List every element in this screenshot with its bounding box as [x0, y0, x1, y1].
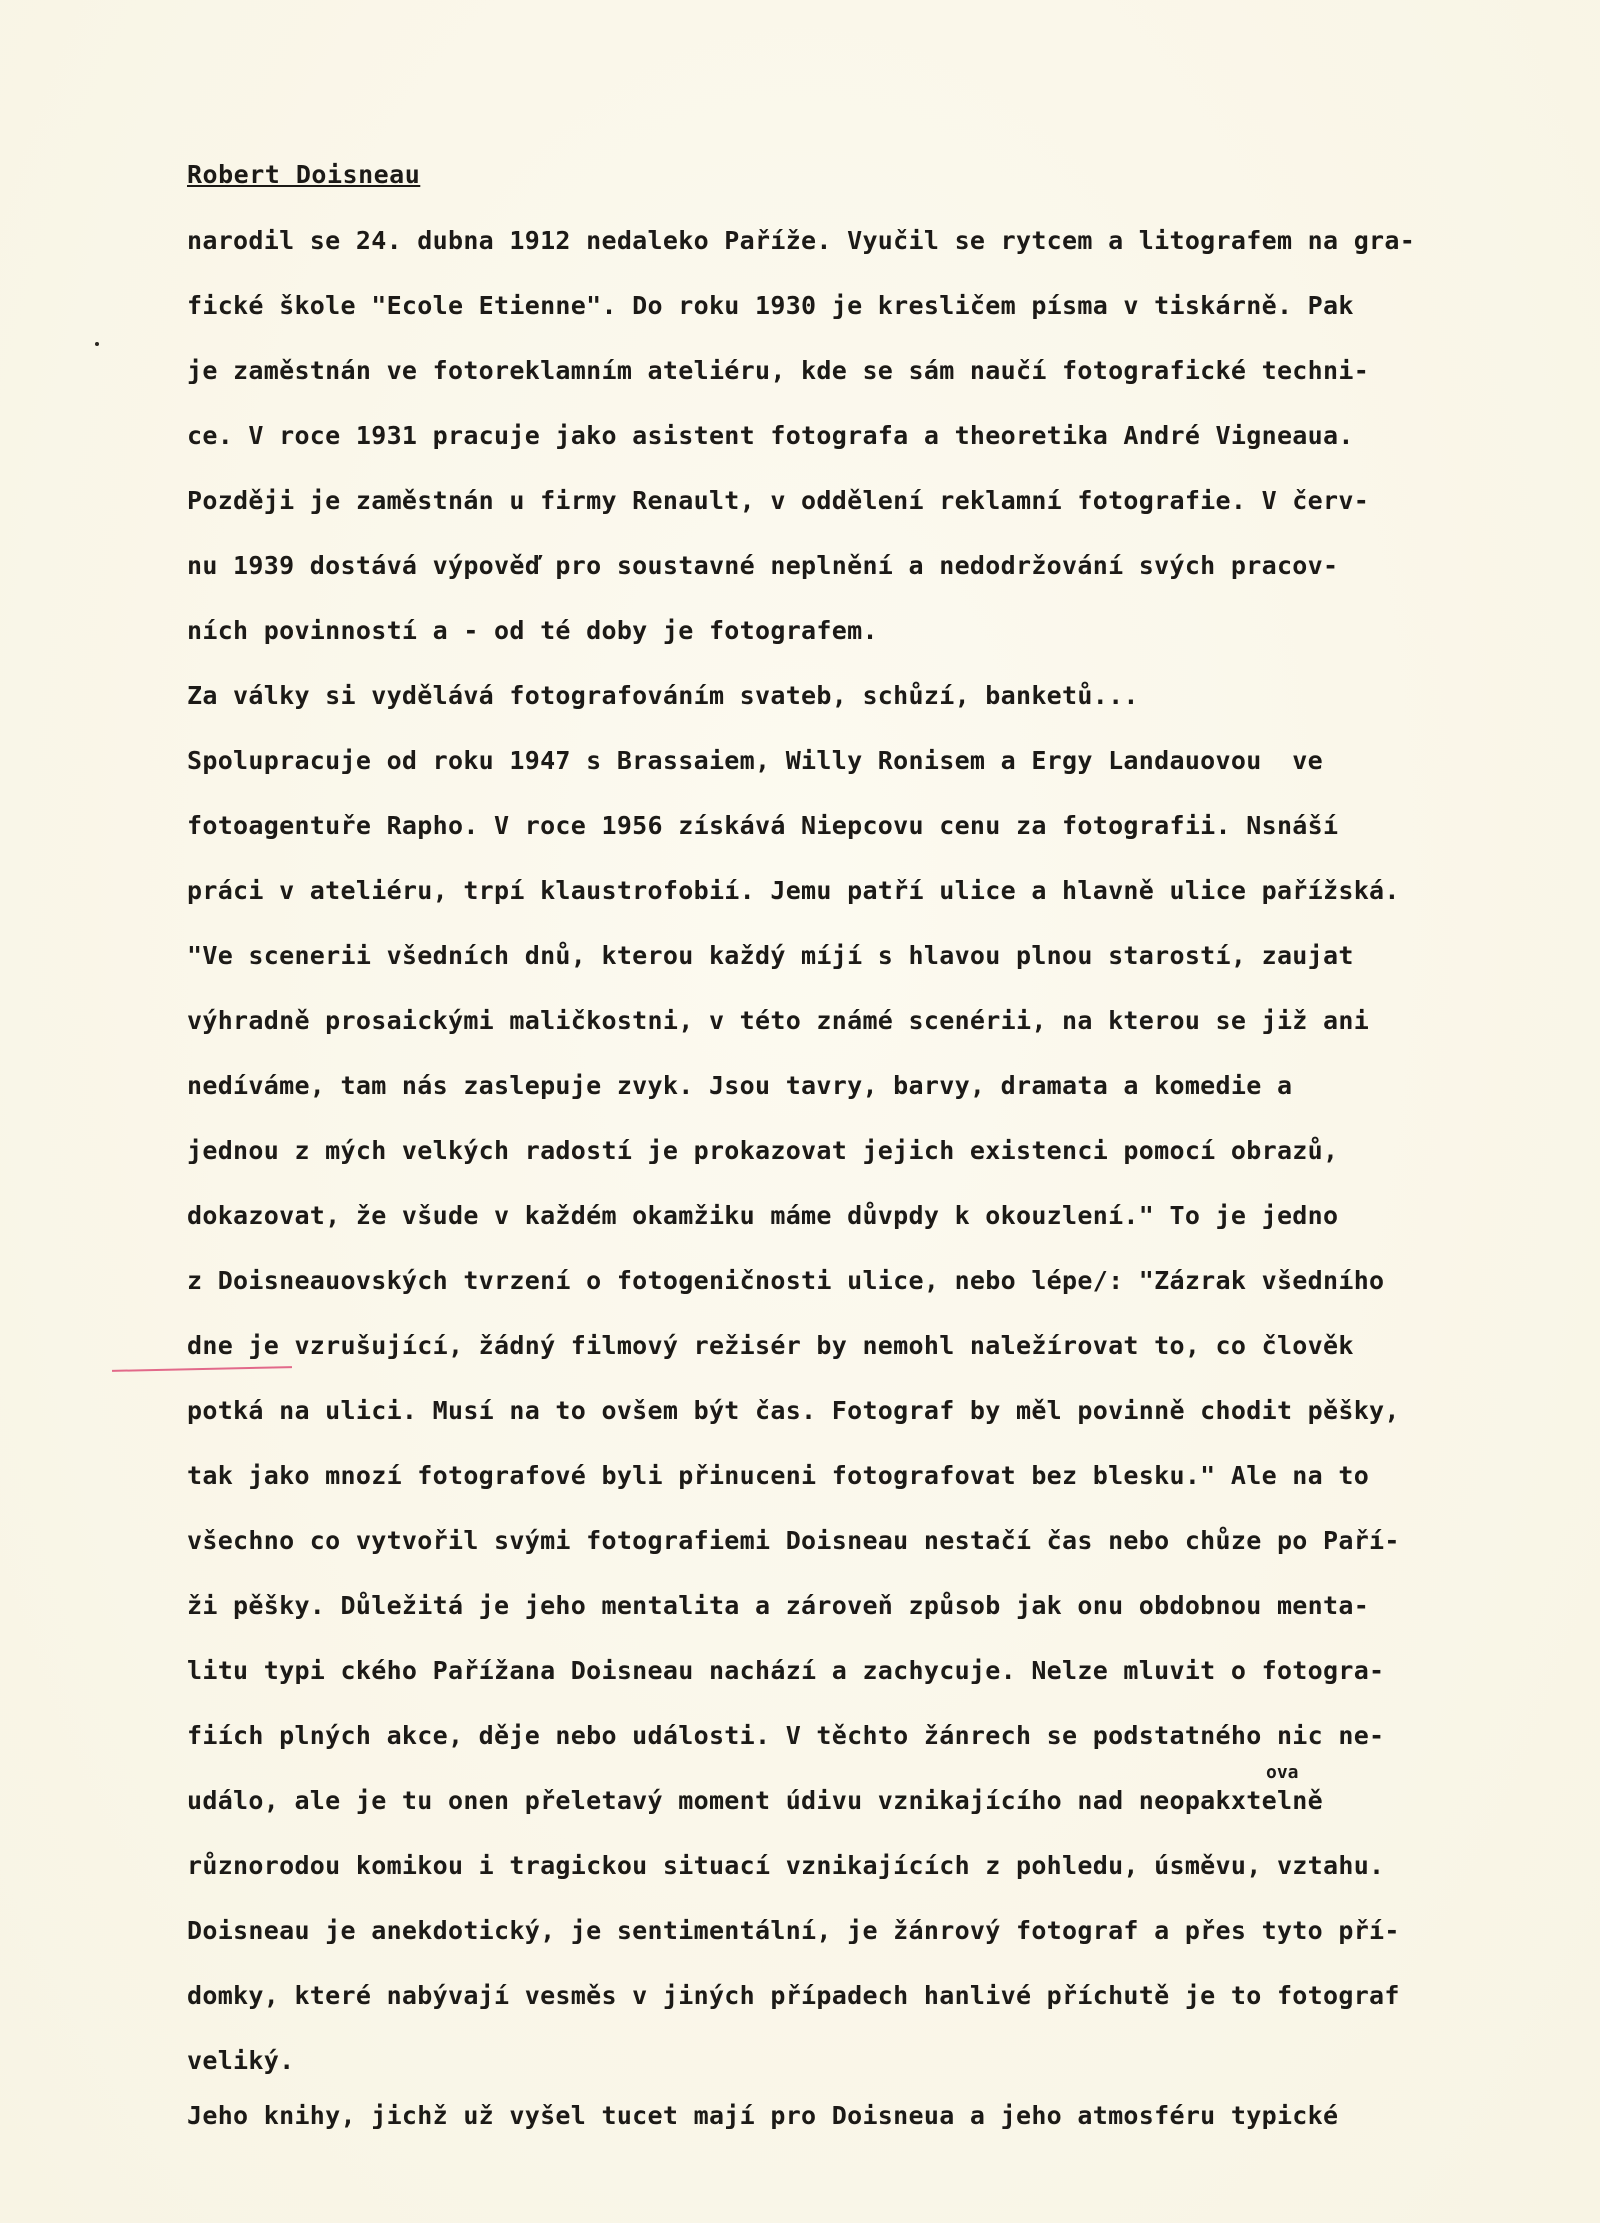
- text-line: jednou z mých velkých radostí je prokazovat jejich existenci pomocí obrazů,: [187, 1136, 1339, 1165]
- typed-correction: ova: [1266, 1762, 1299, 1783]
- text-line: ních povinností a - od té doby je fotografem.: [187, 616, 878, 645]
- text-line: fické škole "Ecole Etienne". Do roku 1930 je kresličem písma v tiskárně. Pak: [187, 291, 1354, 320]
- red-pencil-mark: [112, 1366, 292, 1372]
- text-line: fotoagentuře Rapho. V roce 1956 získává Niepcovu cenu za fotografii. Nsnáší: [187, 811, 1339, 840]
- text-line: událo, ale je tu onen přeletavý moment údivu vznikajícího nad neopakxtelně: [187, 1786, 1323, 1815]
- text-line: práci v ateliéru, trpí klaustrofobií. Jemu patří ulice a hlavně ulice pařížská.: [187, 876, 1400, 905]
- text-line: ce. V roce 1931 pracuje jako asistent fotografa a theoretika André Vigneaua.: [187, 421, 1354, 450]
- text-line: dokazovat, že všude v každém okamžiku máme důvpdy k okouzlení." To je jedno: [187, 1201, 1339, 1230]
- text-line: výhradně prosaickými maličkostni, v této známé scenérii, na kterou se již ani: [187, 1006, 1370, 1035]
- text-line: je zaměstnán ve fotoreklamním ateliéru, kde se sám naučí fotografické techni-: [187, 356, 1370, 385]
- text-line: různorodou komikou i tragickou situací vznikajících z pohledu, úsměvu, vztahu.: [187, 1851, 1385, 1880]
- text-line: Spolupracuje od roku 1947 s Brassaiem, Willy Ronisem a Ergy Landauovou ve: [187, 746, 1323, 775]
- text-line: nedíváme, tam nás zaslepuje zvyk. Jsou tavry, barvy, dramata a komedie a: [187, 1071, 1293, 1100]
- text-line: Později je zaměstnán u firmy Renault, v oddělení reklamní fotografie. V červ-: [187, 486, 1370, 515]
- text-line: litu typi ckého Pařížana Doisneau nachází a zachycuje. Nelze mluvit o fotogra-: [187, 1656, 1385, 1685]
- text-line: dne je vzrušující, žádný filmový režisér by nemohl naležírovat to, co člověk: [187, 1331, 1354, 1360]
- text-line: ži pěšky. Důležitá je jeho mentalita a zároveň způsob jak onu obdobnou menta-: [187, 1591, 1370, 1620]
- text-line: tak jako mnozí fotografové byli přinuceni fotografovat bez blesku." Ale na to: [187, 1461, 1370, 1490]
- text-line: potká na ulici. Musí na to ovšem být čas. Fotograf by měl povinně chodit pěšky,: [187, 1396, 1400, 1425]
- text-line: fiích plných akce, děje nebo události. V těchto žánrech se podstatného nic ne-: [187, 1721, 1385, 1750]
- text-line: z Doisneauovských tvrzení o fotogeničnosti ulice, nebo lépe/: "Zázrak všedního: [187, 1266, 1385, 1295]
- ink-speck: [95, 342, 99, 346]
- text-line: všechno co vytvořil svými fotografiemi Doisneau nestačí čas nebo chůze po Paří-: [187, 1526, 1400, 1555]
- text-line: Doisneau je anekdotický, je sentimentální, je žánrový fotograf a přes tyto pří-: [187, 1916, 1400, 1945]
- text-line: veliký.: [187, 2046, 295, 2075]
- text-line: nu 1939 dostává výpověď pro soustavné neplnění a nedodržování svých pracov-: [187, 551, 1339, 580]
- text-line: narodil se 24. dubna 1912 nedaleko Paříže. Vyučil se rytcem a litografem na gra-: [187, 226, 1416, 255]
- document-title: Robert Doisneau: [187, 160, 421, 189]
- text-line: Jeho knihy, jichž už vyšel tucet mají pro Doisneua a jeho atmosféru typické: [187, 2101, 1339, 2130]
- text-line: domky, které nabývají vesměs v jiných případech hanlivé příchutě je to fotograf: [187, 1981, 1400, 2010]
- text-line: "Ve scenerii všedních dnů, kterou každý míjí s hlavou plnou starostí, zaujat: [187, 941, 1354, 970]
- text-line: Za války si vydělává fotografováním svateb, schůzí, banketů...: [187, 681, 1139, 710]
